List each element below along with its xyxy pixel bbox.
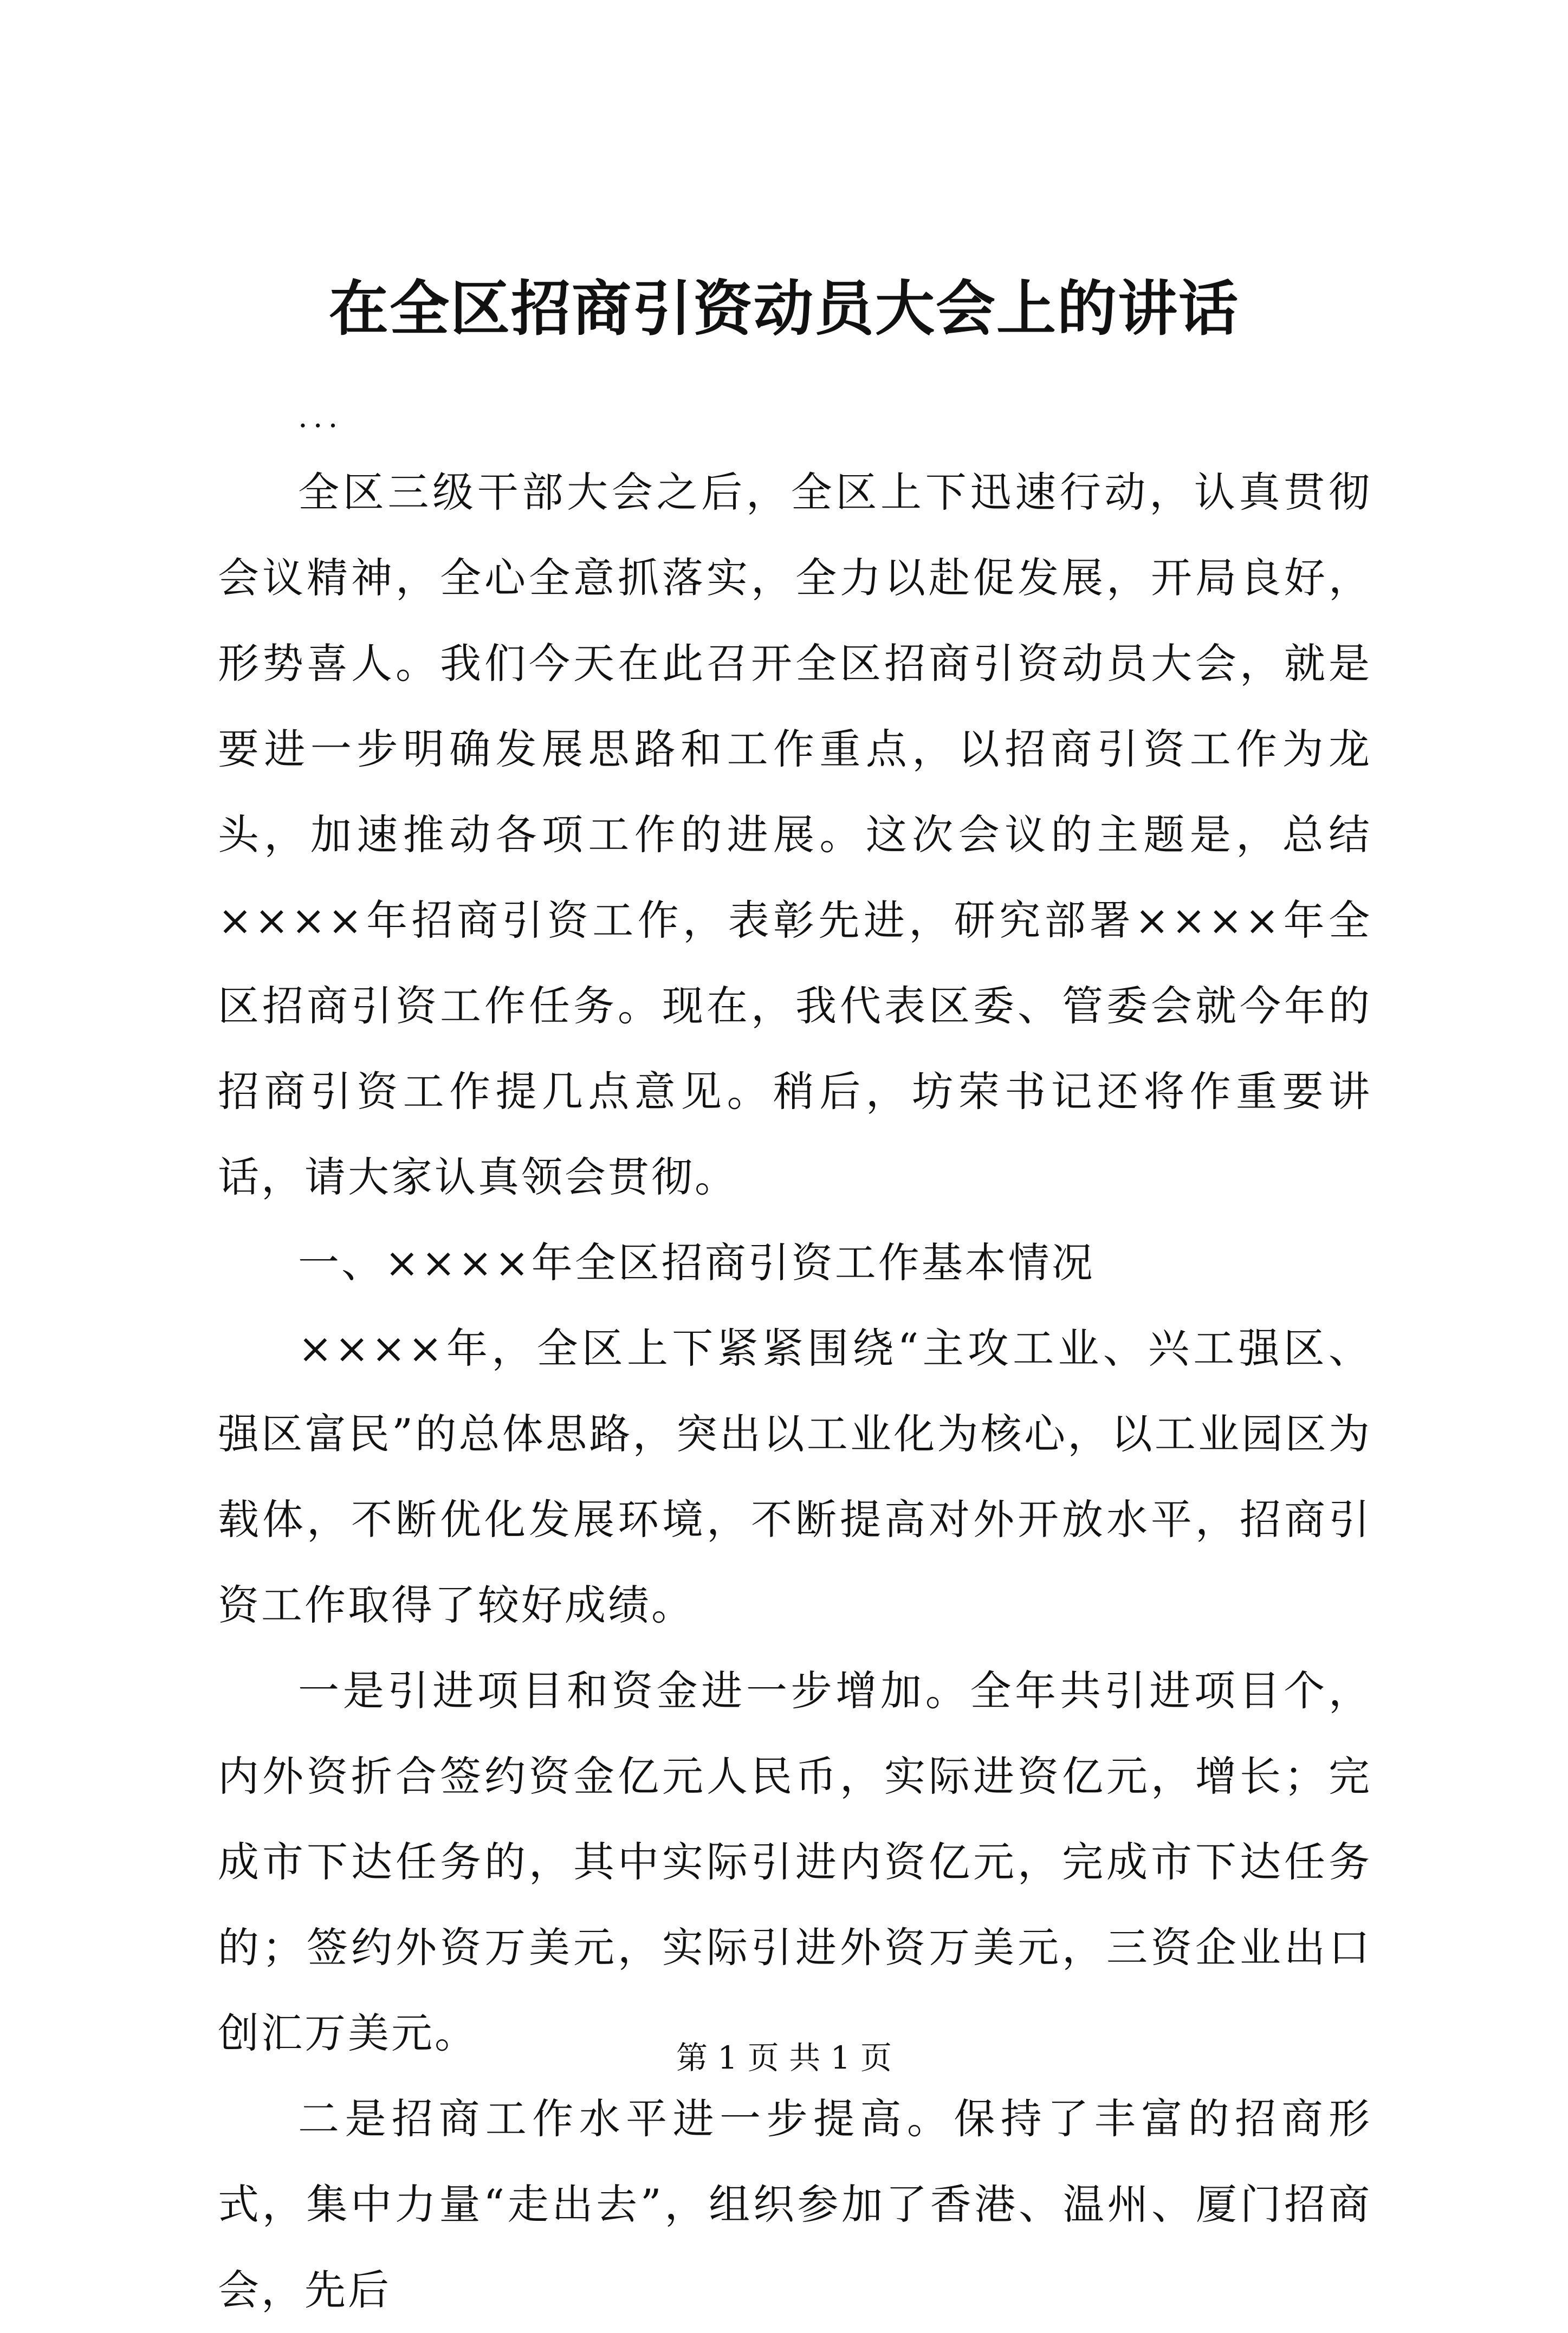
paragraph-intro: 全区三级干部大会之后，全区上下迅速行动，认真贯彻会议精神，全心全意抓落实，全力以赴促发展，开局良好，形势喜人。我们今天在此召开全区招商引资动员大会，就是要进一步明确发展思路和工作重点，以招商引资工作为龙头，加速推动各项工作的进展。这次会议的主题是，总结××××年招商引资工作，表彰先进，研究部署××××年全区招商引资工作任务。现在，我代表区委、管委会就今年的招商引资工作提几点意见。稍后，坊荣书记还将作重要讲话，请大家认真领会贯彻。 [218, 468, 1372, 1201]
ellipsis-marker: ... [298, 399, 344, 435]
paragraph-point-2: 二是招商工作水平进一步提高。保持了丰富的招商形式，集中力量“走出去”，组织参加了香港、温州、厦门招商会，先后 [218, 2095, 1372, 2314]
section-heading-1: 一、××××年全区招商引资工作基本情况 [298, 1239, 1095, 1287]
paragraph-point-1: 一是引进项目和资金进一步增加。全年共引进项目个，内外资折合签约资金亿元人民币，实际进资亿元，增长；完成市下达任务的，其中实际引进内资亿元，完成市下达任务的；签约外资万美元，实际引进外资万美元，三资企业出口创汇万美元。 [218, 1667, 1372, 2057]
page-footer: 第 1 页 共 1 页 [676, 2039, 892, 2076]
document-title: 在全区招商引资动员大会上的讲话 [329, 274, 1239, 344]
paragraph-overview: ××××年，全区上下紧紧围绕“主攻工业、兴工强区、强区富民”的总体思路，突出以工业化为核心，以工业园区为载体，不断优化发展环境，不断提高对外开放水平，招商引资工作取得了较好成绩。 [218, 1324, 1372, 1629]
